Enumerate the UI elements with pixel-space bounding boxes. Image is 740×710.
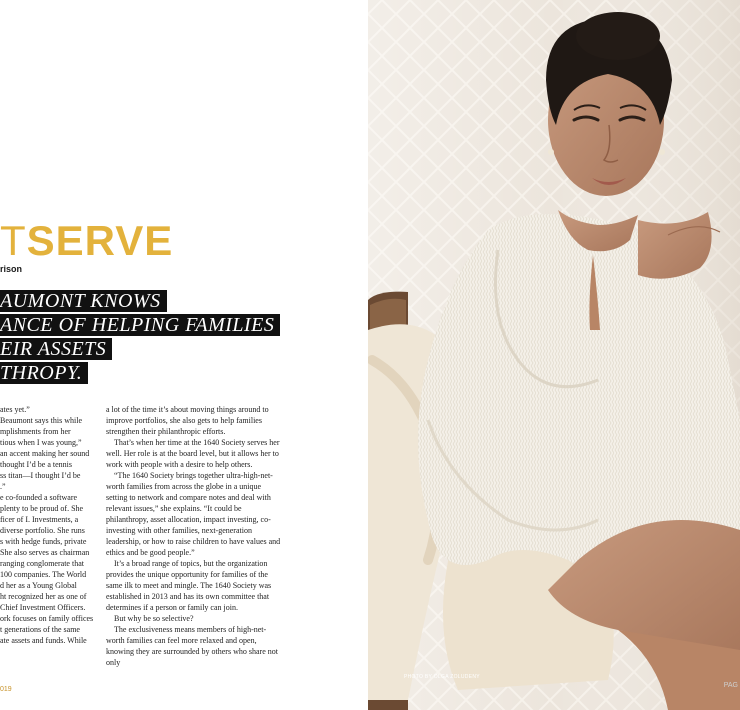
pull-quote-line: AUMONT KNOWS — [0, 290, 300, 312]
column-1-line: mplishments from her — [0, 427, 71, 436]
body-column-2 — [106, 404, 284, 668]
body-column-1 — [0, 404, 96, 646]
column-1-line: ht recognized her as one of — [0, 592, 87, 601]
pull-quote — [0, 290, 300, 386]
column-1-line: .” — [0, 482, 6, 491]
column-1-line: t generations of the same — [0, 625, 80, 634]
pull-quote-line: ANCE OF HELPING FAMILIES — [0, 314, 300, 336]
column-1-line: ficer of I. Investments, a — [0, 515, 79, 524]
headline-part-2: SERVE — [26, 217, 174, 264]
column-1-line: ork focuses on family offices — [0, 614, 94, 623]
column-1-line: an accent making her sound — [0, 449, 90, 458]
paragraph: That’s when her time at the 1640 Society serves her well. Her role is at the board level, but it allows her to work with people with a desire to help others. — [106, 438, 280, 469]
paragraph: a lot of the time it’s about moving things around to improve portfolios, she also gets to help families strengthen their philanthropic efforts. — [106, 405, 269, 436]
page-number-right: PAG — [723, 682, 738, 689]
byline: rison — [0, 264, 23, 274]
column-1-line: e co-founded a software — [0, 493, 78, 502]
headline-part-1: T — [0, 217, 27, 264]
paragraph: It’s a broad range of topics, but the organization provides the unique opportunity for families of the same ilk to meet and mingle. The 1640 Society was established in 2013 and has its own committee that determines if a person or family can join. — [106, 559, 272, 612]
column-1-line: ate assets and funds. While — [0, 636, 87, 645]
column-1-line: s with hedge funds, private — [0, 537, 87, 546]
column-1-line: plenty to be proud of. She — [0, 504, 84, 513]
paragraph: But why be so selective? — [114, 614, 194, 623]
paragraph: The exclusiveness means members of high-net-worth families can feel more relaxed and open, knowing they are surrounded by others who share not only — [106, 625, 278, 667]
column-1-line: Beaumont says this while — [0, 416, 82, 425]
pull-quote-line: EIR ASSETS — [0, 338, 300, 360]
pull-quote-line: THROPY. — [0, 362, 300, 384]
column-1-line: Chief Investment Officers. — [0, 603, 86, 612]
column-1-line: ranging conglomerate that — [0, 559, 84, 568]
column-1-line: ates yet.” — [0, 405, 30, 414]
column-1-line: ss titan—I thought I’d be — [0, 471, 81, 480]
portrait-photo — [368, 0, 740, 710]
column-1-line: diverse portfolio. She runs — [0, 526, 85, 535]
column-1-line: tious when I was young,” — [0, 438, 82, 447]
portrait-illustration — [368, 0, 740, 710]
photo-credit: PHOTO BY OLGA ZOLUDENY — [404, 674, 480, 680]
page-number-left: 019 — [0, 686, 12, 693]
headline — [0, 217, 174, 264]
paragraph: “The 1640 Society brings together ultra-high-net-worth families from across the globe in a unique setting to network and compare notes and deal with relevant issues,” she explains. “It could be philanthropy, asset allocation, impact investing, co-investing with other families, next-generation leadership, or how to raise children to have values and ethics and be good people.” — [106, 471, 281, 557]
column-1-line: 100 companies. The World — [0, 570, 87, 579]
column-1-line: thought I’d be a tennis — [0, 460, 72, 469]
column-1-line: She also serves as chairman — [0, 548, 90, 557]
column-1-line: d her as a Young Global — [0, 581, 77, 590]
